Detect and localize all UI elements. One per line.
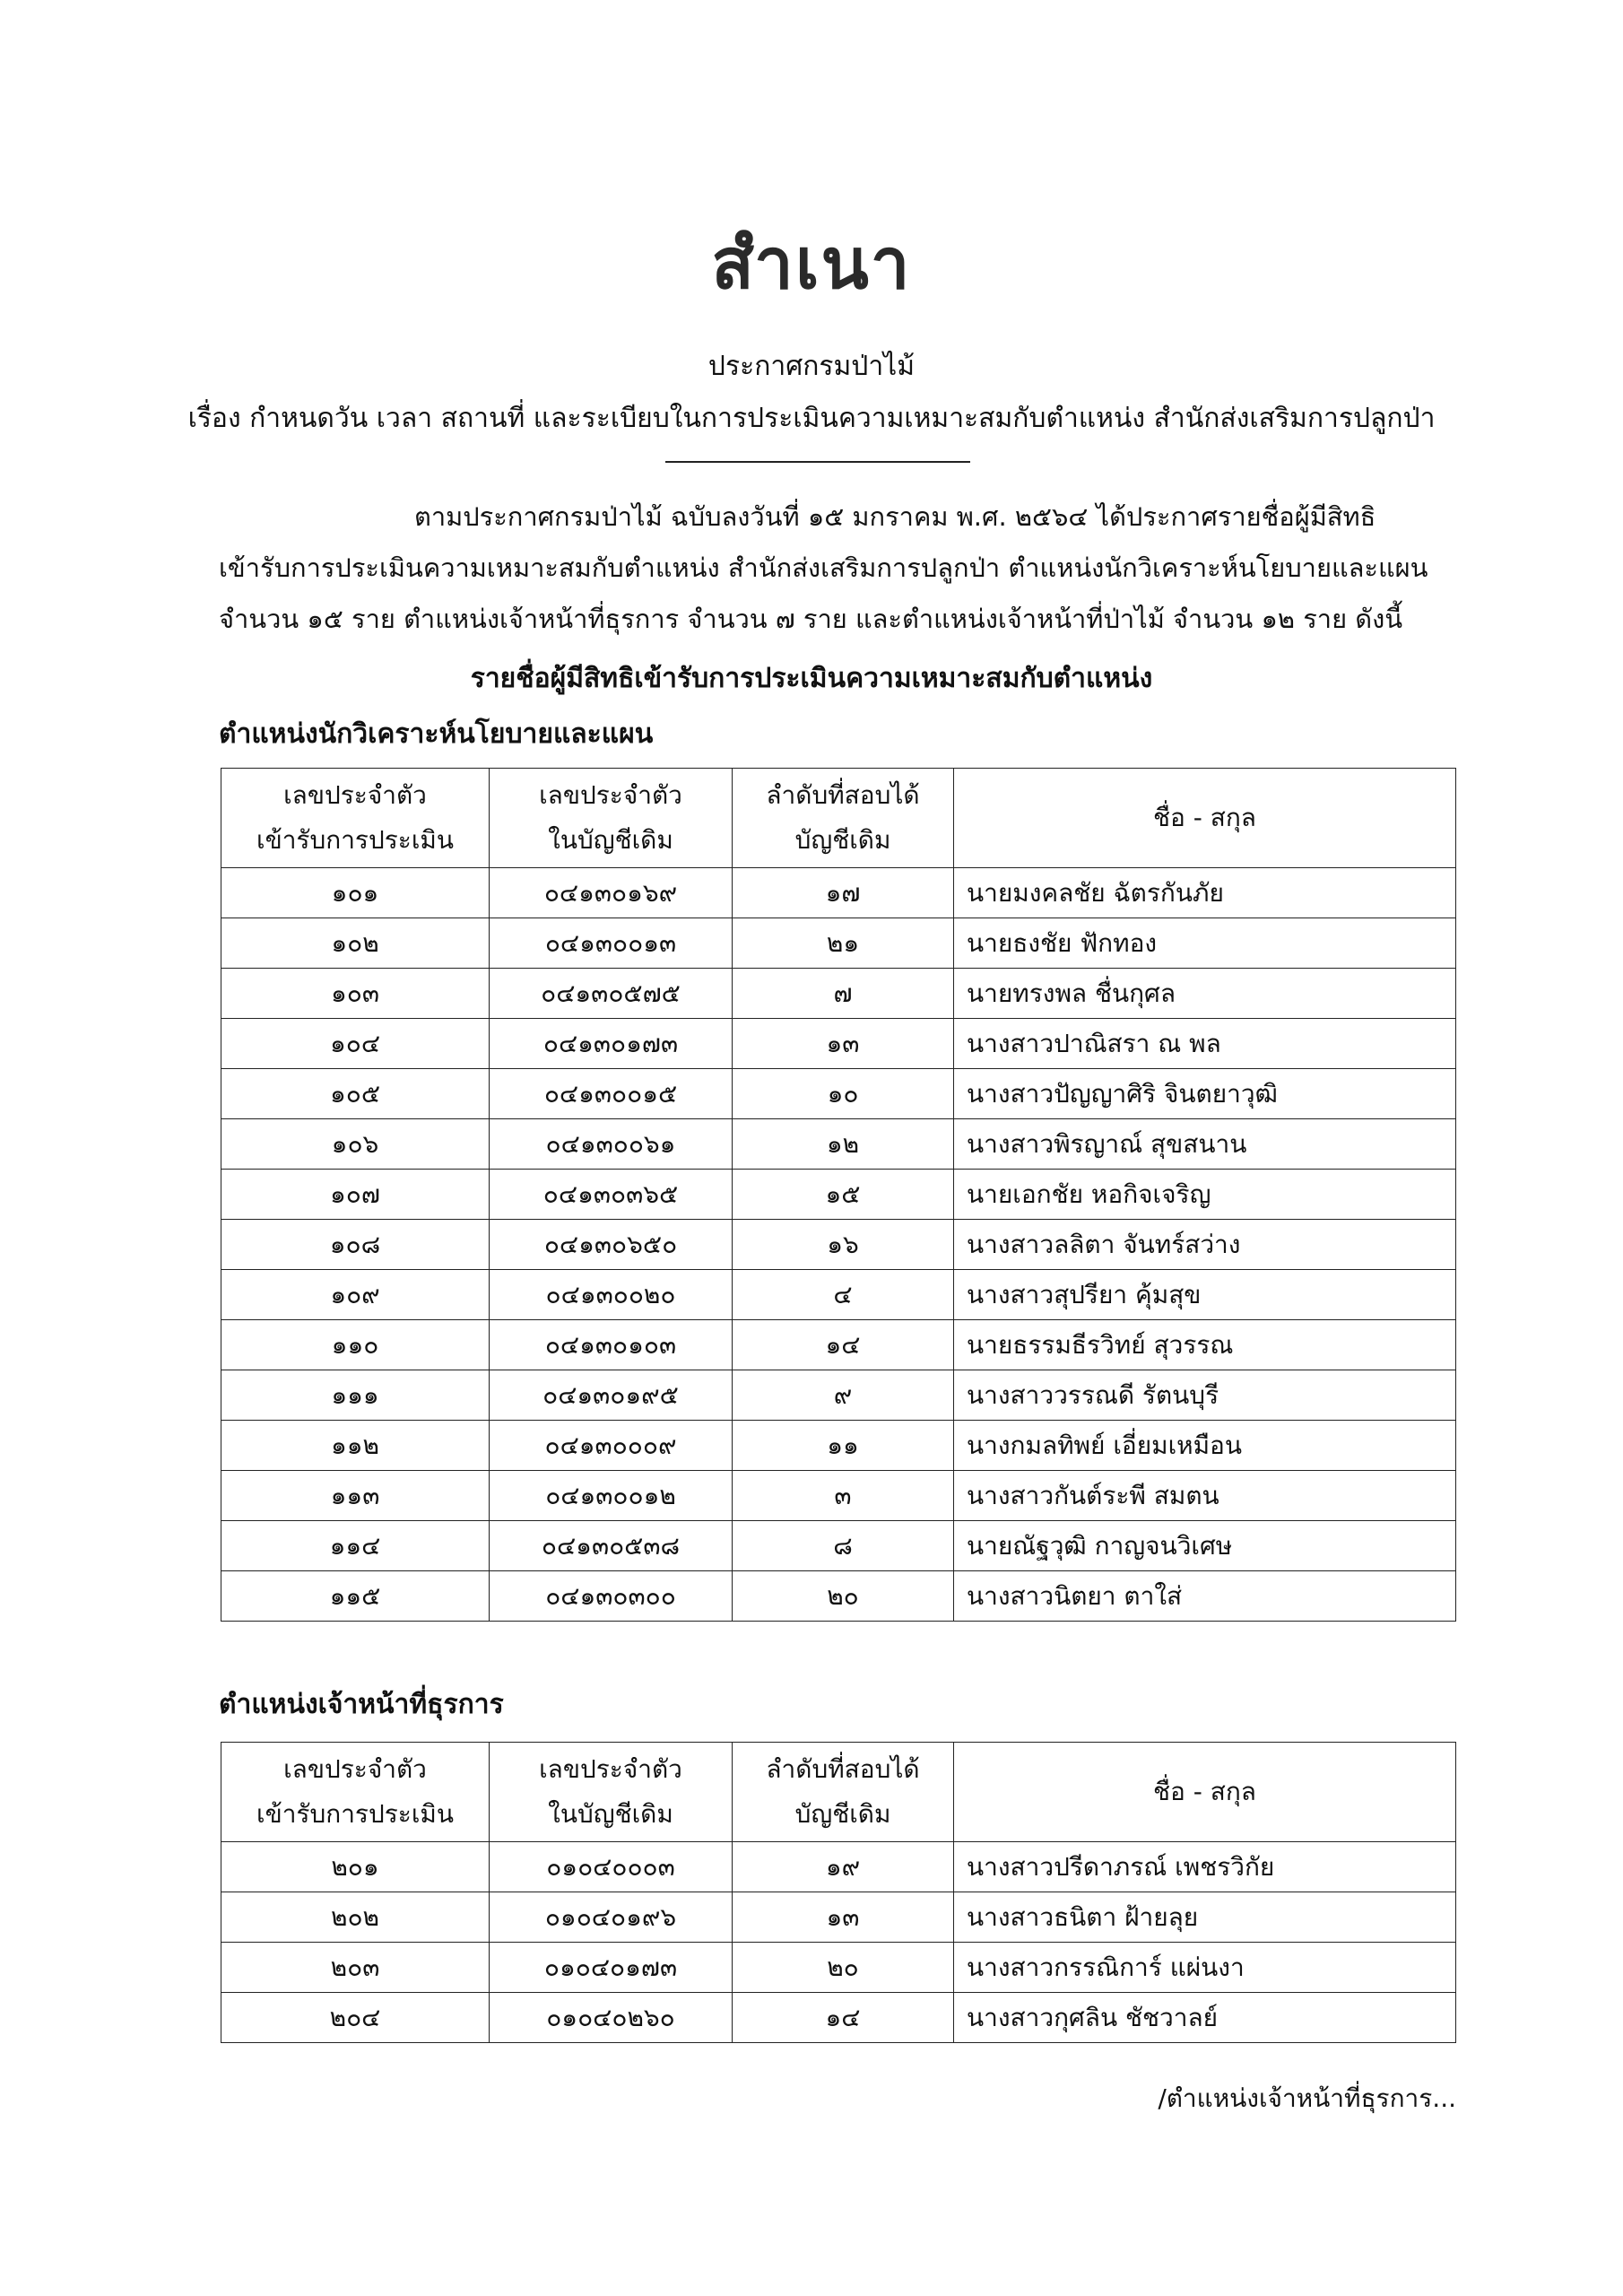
cell-old-id: ๐๔๑๓๐๑๖๙ <box>490 868 733 918</box>
cell-old-id: ๐๔๑๓๐๐๑๕ <box>490 1069 733 1119</box>
table-row <box>221 1943 1456 1993</box>
cell-eval-id: ๑๑๒ <box>221 1421 490 1471</box>
column-header-old-id: เลขประจำตัว ในบัญชีเดิม <box>490 1743 733 1842</box>
cell-old-id: ๐๔๑๓๐๖๕๐ <box>490 1220 733 1270</box>
header-divider <box>665 461 970 463</box>
cell-old-id: ๐๑๐๔๐๐๐๓ <box>490 1842 733 1892</box>
cell-name: นางสาวกุศลิน ชัชวาลย์ <box>954 1993 1456 2043</box>
paragraph-line: จำนวน ๑๕ ราย ตำแหน่งเจ้าหน้าที่ธุรการ จำนวน ๗ ราย และตำแหน่งเจ้าหน้าที่ป่าไม้ จำนวน ๑๒ ราย ดังนี้ <box>219 604 1403 634</box>
table-row <box>221 1119 1456 1170</box>
cell-rank: ๑๙ <box>733 1842 954 1892</box>
cell-name: นางสาวลลิตา จันทร์สว่าง <box>954 1220 1456 1270</box>
table-row <box>221 1069 1456 1119</box>
table-row <box>221 918 1456 969</box>
cell-eval-id: ๑๐๘ <box>221 1220 490 1270</box>
copy-stamp: สำเนา <box>711 223 912 305</box>
cell-rank: ๑๑ <box>733 1421 954 1471</box>
cell-rank: ๑๓ <box>733 1019 954 1069</box>
cell-name: นายธรรมธีรวิทย์ สุวรรณ <box>954 1320 1456 1370</box>
cell-name: นายทรงพล ชื่นกุศล <box>954 969 1456 1019</box>
table-header-row <box>221 1743 1456 1842</box>
cell-eval-id: ๑๐๓ <box>221 969 490 1019</box>
cell-name: นางสาวปัญญาศิริ จินตยาวุฒิ <box>954 1069 1456 1119</box>
cell-name: นางสาวกันต์ระพี สมตน <box>954 1471 1456 1521</box>
cell-name: นางกมลทิพย์ เอี่ยมเหมือน <box>954 1421 1456 1471</box>
column-header-name: ชื่อ - สกุล <box>954 769 1456 868</box>
table-row <box>221 1320 1456 1370</box>
cell-old-id: ๐๔๑๓๐๐๖๑ <box>490 1119 733 1170</box>
cell-name: นางสาวนิตยา ตาใส่ <box>954 1571 1456 1622</box>
cell-eval-id: ๑๑๕ <box>221 1571 490 1622</box>
cell-name: นายธงชัย ฟักทอง <box>954 918 1456 969</box>
cell-eval-id: ๒๐๑ <box>221 1842 490 1892</box>
cell-rank: ๒๑ <box>733 918 954 969</box>
cell-rank: ๑๐ <box>733 1069 954 1119</box>
cell-old-id: ๐๑๐๔๐๑๗๓ <box>490 1943 733 1993</box>
cell-rank: ๙ <box>733 1370 954 1421</box>
cell-name: นายเอกชัย หอกิจเจริญ <box>954 1170 1456 1220</box>
announcement-title: ประกาศกรมป่าไม้ <box>707 351 916 382</box>
section-heading: รายชื่อผู้มีสิทธิเข้ารับการประเมินความเหมาะสมกับตำแหน่ง <box>470 663 1153 694</box>
cell-rank: ๓ <box>733 1471 954 1521</box>
cell-old-id: ๐๔๑๓๐๑๙๕ <box>490 1370 733 1421</box>
cell-eval-id: ๒๐๒ <box>221 1892 490 1943</box>
cell-rank: ๒๐ <box>733 1943 954 1993</box>
table-row <box>221 1842 1456 1892</box>
cell-name: นายมงคลชัย ฉัตรกันภัย <box>954 868 1456 918</box>
table-row <box>221 1220 1456 1270</box>
table-row <box>221 1571 1456 1622</box>
table-row <box>221 1892 1456 1943</box>
table-row <box>221 1521 1456 1571</box>
cell-rank: ๑๔ <box>733 1320 954 1370</box>
cell-name: นางสาวธนิตา ฝ้ายลุย <box>954 1892 1456 1943</box>
cell-eval-id: ๒๐๔ <box>221 1993 490 2043</box>
cell-old-id: ๐๔๑๓๐๐๑๓ <box>490 918 733 969</box>
cell-name: นางสาวกรรณิการ์ แผ่นงา <box>954 1943 1456 1993</box>
cell-eval-id: ๑๑๔ <box>221 1521 490 1571</box>
cell-rank: ๑๓ <box>733 1892 954 1943</box>
table-row <box>221 1471 1456 1521</box>
table-row <box>221 1370 1456 1421</box>
continuation-note: /ตำแหน่งเจ้าหน้าที่ธุรการ... <box>1158 2083 1456 2113</box>
cell-rank: ๑๖ <box>733 1220 954 1270</box>
column-header-eval-id: เลขประจำตัว เข้ารับการประเมิน <box>221 1743 490 1842</box>
column-header-rank: ลำดับที่สอบได้ บัญชีเดิม <box>733 1743 954 1842</box>
announcement-subject: เรื่อง กำหนดวัน เวลา สถานที่ และระเบียบในการประเมินความเหมาะสมกับตำแหน่ง สำนักส่งเสริมการปลูกป่า <box>187 403 1436 434</box>
cell-eval-id: ๑๐๗ <box>221 1170 490 1220</box>
cell-eval-id: ๑๐๖ <box>221 1119 490 1170</box>
cell-eval-id: ๑๐๕ <box>221 1069 490 1119</box>
cell-old-id: ๐๔๑๓๐๕๗๕ <box>490 969 733 1019</box>
column-header-old-id: เลขประจำตัว ในบัญชีเดิม <box>490 769 733 868</box>
cell-name: นางสาวปรีดาภรณ์ เพชรวิกัย <box>954 1842 1456 1892</box>
table-row <box>221 969 1456 1019</box>
cell-eval-id: ๑๑๓ <box>221 1471 490 1521</box>
cell-rank: ๒๐ <box>733 1571 954 1622</box>
cell-rank: ๑๕ <box>733 1170 954 1220</box>
cell-eval-id: ๑๐๒ <box>221 918 490 969</box>
table-row <box>221 1993 1456 2043</box>
column-header-eval-id: เลขประจำตัว เข้ารับการประเมิน <box>221 769 490 868</box>
cell-name: นางสาวปาณิสรา ณ พล <box>954 1019 1456 1069</box>
announcement-paragraph <box>219 491 1454 645</box>
cell-old-id: ๐๑๐๔๐๒๖๐ <box>490 1993 733 2043</box>
cell-old-id: ๐๔๑๓๐๐๒๐ <box>490 1270 733 1320</box>
cell-old-id: ๐๔๑๓๐๐๐๙ <box>490 1421 733 1471</box>
cell-eval-id: ๒๐๓ <box>221 1943 490 1993</box>
cell-old-id: ๐๔๑๓๐๑๗๓ <box>490 1019 733 1069</box>
table-row <box>221 1270 1456 1320</box>
table-row <box>221 868 1456 918</box>
paragraph-line: เข้ารับการประเมินความเหมาะสมกับตำแหน่ง สำนักส่งเสริมการปลูกป่า ตำแหน่งนักวิเคราะห์นโยบายและแผน <box>219 552 1428 583</box>
cell-old-id: ๐๔๑๓๐๑๐๓ <box>490 1320 733 1370</box>
cell-eval-id: ๑๑๑ <box>221 1370 490 1421</box>
table-row <box>221 1421 1456 1471</box>
cell-name: นางสาววรรณดี รัตนบุรี <box>954 1370 1456 1421</box>
cell-rank: ๑๒ <box>733 1119 954 1170</box>
cell-old-id: ๐๔๑๓๐๓๖๕ <box>490 1170 733 1220</box>
cell-rank: ๗ <box>733 969 954 1019</box>
cell-rank: ๑๗ <box>733 868 954 918</box>
cell-rank: ๔ <box>733 1270 954 1320</box>
cell-name: นางสาวสุปรียา คุ้มสุข <box>954 1270 1456 1320</box>
cell-name: นายณัฐวุฒิ กาญจนวิเศษ <box>954 1521 1456 1571</box>
cell-rank: ๘ <box>733 1521 954 1571</box>
cell-eval-id: ๑๐๙ <box>221 1270 490 1320</box>
cell-eval-id: ๑๐๑ <box>221 868 490 918</box>
cell-name: นางสาวพิรญาณ์ สุขสนาน <box>954 1119 1456 1170</box>
cell-old-id: ๐๔๑๓๐๕๓๘ <box>490 1521 733 1571</box>
cell-eval-id: ๑๐๔ <box>221 1019 490 1069</box>
cell-old-id: ๐๔๑๓๐๐๑๒ <box>490 1471 733 1521</box>
position-heading-policy-analyst: ตำแหน่งนักวิเคราะห์นโยบายและแผน <box>219 718 654 750</box>
column-header-rank: ลำดับที่สอบได้ บัญชีเดิม <box>733 769 954 868</box>
cell-old-id: ๐๔๑๓๐๓๐๐ <box>490 1571 733 1622</box>
table-header-row <box>221 769 1456 868</box>
roster-table-admin-officer <box>221 1742 1456 2043</box>
roster-table-policy-analyst <box>221 768 1456 1622</box>
cell-rank: ๑๔ <box>733 1993 954 2043</box>
position-heading-admin-officer: ตำแหน่งเจ้าหน้าที่ธุรการ <box>219 1689 504 1720</box>
table-row <box>221 1019 1456 1069</box>
cell-eval-id: ๑๑๐ <box>221 1320 490 1370</box>
cell-old-id: ๐๑๐๔๐๑๙๖ <box>490 1892 733 1943</box>
table-row <box>221 1170 1456 1220</box>
paragraph-line: ตามประกาศกรมป่าไม้ ฉบับลงวันที่ ๑๕ มกราคม พ.ศ. ๒๕๖๔ ได้ประกาศรายชื่อผู้มีสิทธิ <box>414 501 1376 532</box>
column-header-name: ชื่อ - สกุล <box>954 1743 1456 1842</box>
